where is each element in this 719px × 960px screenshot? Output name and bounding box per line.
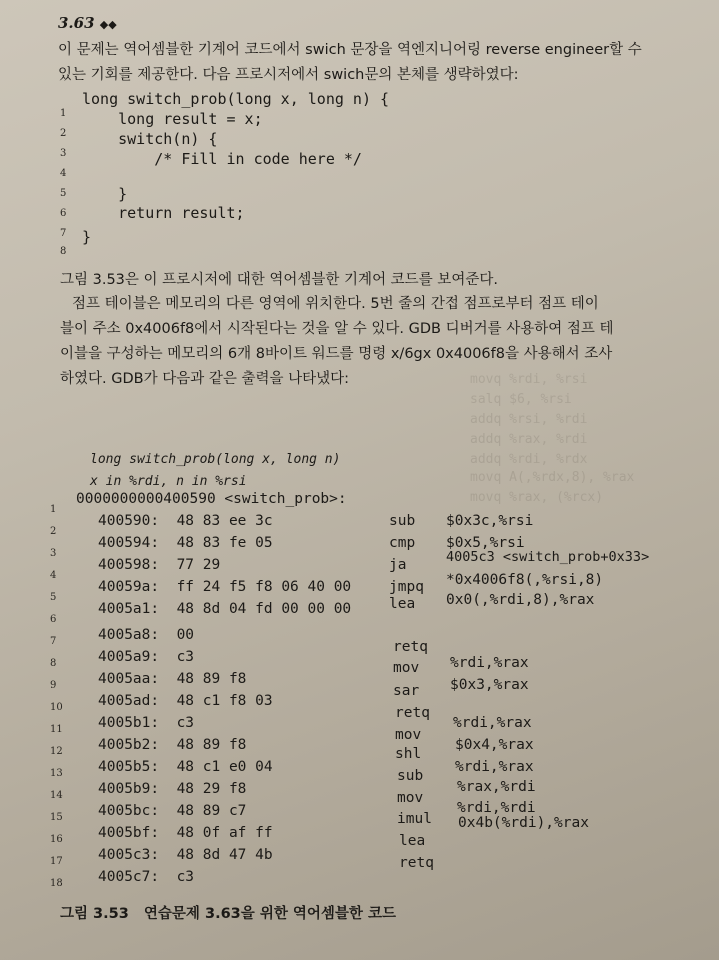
code-line: }: [82, 185, 128, 203]
disasm-operands: %rdi,%rax: [455, 759, 534, 775]
disasm-bytes: 400590: 48 83 ee 3c: [98, 513, 273, 529]
disasm-line-number: 17: [50, 856, 63, 867]
disasm-opcode: retq: [395, 705, 430, 721]
disasm-operands: 4005c3 <switch_prob+0x33>: [446, 549, 650, 565]
disasm-line-number: 18: [50, 878, 63, 889]
disasm-bytes: 40059a: ff 24 f5 f8 06 40 00: [98, 579, 352, 595]
disasm-bytes: 4005b5: 48 c1 e0 04: [98, 759, 273, 775]
body-paragraph-2-line-2: 블이 주소 0x4006f8에서 시작된다는 것을 알 수 있다. GDB 디버거를 사용하여 점프 테: [60, 321, 614, 337]
disasm-line-number: 6: [50, 614, 57, 625]
code-line-number: 5: [60, 188, 67, 199]
disasm-operands: %rax,%rdi: [457, 779, 536, 795]
body-paragraph-1: 그림 3.53은 이 프로시저에 대한 역어셈블한 기계어 코드를 보여준다.: [60, 272, 498, 288]
disasm-line-number: 2: [50, 526, 57, 537]
code-line-number: 7: [60, 228, 67, 239]
code-line: long switch_prob(long x, long n) {: [82, 90, 390, 108]
disasm-bytes: 400594: 48 83 fe 05: [98, 535, 273, 551]
disasm-line-number: 3: [50, 548, 57, 559]
disasm-opcode: shl: [395, 746, 422, 762]
disasm-line-number: 5: [50, 592, 57, 603]
disasm-line-number: 12: [50, 746, 63, 757]
intro-line-2: 있는 기회를 제공한다. 다음 프로시저에서 swich문의 본체를 생략하였다:: [58, 67, 519, 83]
disasm-opcode: lea: [389, 596, 416, 612]
disasm-bytes: 4005c3: 48 8d 47 4b: [98, 847, 273, 863]
disasm-bytes: 400598: 77 29: [98, 557, 221, 573]
disasm-operands: %rdi,%rdi: [457, 800, 536, 816]
disasm-opcode: cmp: [389, 535, 416, 551]
code-line-number: 3: [60, 148, 67, 159]
code-line-number: 2: [60, 128, 67, 139]
disasm-opcode: mov: [393, 660, 420, 676]
disasm-bytes: 4005a9: c3: [98, 649, 195, 665]
disasm-operands: *0x4006f8(,%rsi,8): [446, 572, 604, 588]
disasm-line-number: 4: [50, 570, 57, 581]
disasm-address: 0000000000400590 <switch_prob>:: [76, 491, 347, 507]
figure-caption-text: 연습문제 3.63을 위한 역어셈블한 코드: [143, 906, 396, 922]
disasm-opcode: sub: [389, 513, 416, 529]
disasm-registers: x in %rdi, n in %rsi: [90, 474, 247, 489]
body-paragraph-2-line-4: 하였다. GDB가 다음과 같은 출력을 나타냈다:: [60, 371, 349, 387]
disasm-operands: 0x0(,%rdi,8),%rax: [446, 592, 595, 608]
disasm-line-number: 16: [50, 834, 63, 845]
code-line-number: 1: [60, 108, 67, 119]
disasm-operands: %rdi,%rax: [453, 715, 532, 731]
disasm-bytes: 4005bc: 48 89 c7: [98, 803, 247, 819]
disasm-bytes: 4005ad: 48 c1 f8 03: [98, 693, 273, 709]
disasm-opcode: mov: [395, 727, 422, 743]
code-line: return result;: [82, 204, 245, 222]
exercise-number-text: 3.63: [58, 14, 95, 32]
disasm-line-number: 8: [50, 658, 57, 669]
disasm-bytes: 4005a8: 00: [98, 627, 195, 643]
disasm-opcode: sar: [393, 683, 420, 699]
disasm-bytes: 4005c7: c3: [98, 869, 195, 885]
code-line: }: [82, 228, 92, 246]
disasm-line-number: 11: [50, 724, 63, 735]
disasm-bytes: 4005b1: c3: [98, 715, 195, 731]
difficulty-stars: ◆◆: [99, 18, 117, 31]
disasm-operands: $0x3,%rax: [450, 677, 529, 693]
disasm-operands: $0x5,%rsi: [446, 535, 525, 551]
disasm-line-number: 1: [50, 504, 57, 515]
disasm-bytes: 4005b2: 48 89 f8: [98, 737, 247, 753]
disasm-line-number: 14: [50, 790, 63, 801]
disasm-opcode: jmpq: [389, 579, 424, 595]
disasm-opcode: imul: [397, 811, 432, 827]
intro-line-1: 이 문제는 역어셈블한 기계어 코드에서 swich 문장을 역엔지니어링 reverse engineer할 수: [58, 42, 642, 58]
disasm-bytes: 4005a1: 48 8d 04 fd 00 00 00: [98, 601, 352, 617]
disasm-opcode: ja: [389, 557, 407, 573]
code-line: long result = x;: [82, 110, 263, 128]
disasm-opcode: retq: [399, 855, 434, 871]
disasm-line-number: 13: [50, 768, 63, 779]
disasm-opcode: lea: [399, 833, 426, 849]
disasm-operands: $0x3c,%rsi: [446, 513, 534, 529]
disasm-opcode: retq: [393, 639, 428, 655]
body-paragraph-2-line-3: 이블을 구성하는 메모리의 6개 8바이트 워드를 명령 x/6gx 0x4006f8을 사용해서 조사: [60, 346, 613, 362]
disasm-bytes: 4005aa: 48 89 f8: [98, 671, 247, 687]
code-line-number: 4: [60, 168, 67, 179]
disasm-bytes: 4005bf: 48 0f af ff: [98, 825, 273, 841]
disasm-opcode: mov: [397, 790, 424, 806]
disasm-opcode: sub: [397, 768, 424, 784]
body-paragraph-2-line-1: 점프 테이블은 메모리의 다른 영역에 위치한다. 5번 줄의 간접 점프로부터 점프 테이: [72, 296, 599, 312]
code-line: switch(n) {: [82, 130, 218, 148]
exercise-number: [58, 14, 117, 32]
code-line-number: 8: [60, 246, 67, 257]
figure-caption-label: 그림 3.53: [60, 906, 129, 922]
disasm-line-number: 7: [50, 636, 57, 647]
disasm-line-number: 15: [50, 812, 63, 823]
code-line-number: 6: [60, 208, 67, 219]
disasm-line-number: 10: [50, 702, 63, 713]
disasm-operands: $0x4,%rax: [455, 737, 534, 753]
disasm-operands: 0x4b(%rdi),%rax: [458, 815, 589, 831]
disasm-signature: long switch_prob(long x, long n): [90, 452, 341, 467]
disasm-line-number: 9: [50, 680, 57, 691]
figure-caption: [60, 902, 396, 923]
disasm-operands: %rdi,%rax: [450, 655, 529, 671]
code-line: /* Fill in code here */: [82, 150, 362, 168]
disasm-bytes: 4005b9: 48 29 f8: [98, 781, 247, 797]
